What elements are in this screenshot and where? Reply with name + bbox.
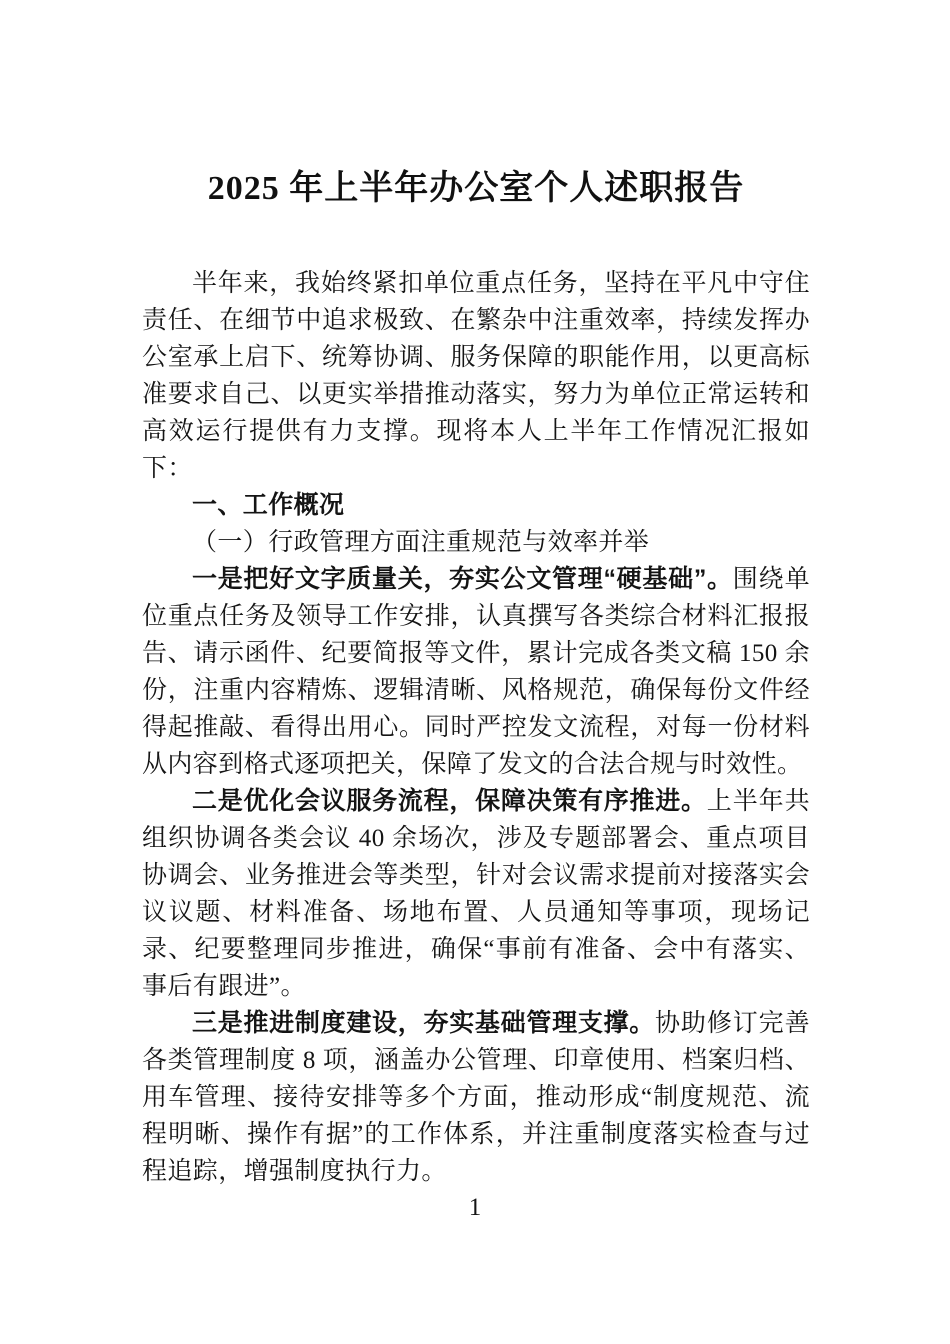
- section-heading: 一、工作概况: [192, 490, 345, 519]
- page-number: 1: [468, 1194, 482, 1221]
- document-title: 2025 年上半年办公室个人述职报告: [207, 170, 745, 207]
- sub-heading: （一）行政管理方面注重规范与效率并举: [192, 528, 650, 556]
- paragraph-bold-lead: 一是把好文字质量关，夯实公文管理“硬基础”。: [192, 564, 733, 593]
- paragraph: 一是把好文字质量关，夯实公文管理“硬基础”。围绕单位重点任务及领导工作安排，认真撰写各类综合材料汇报报告、请示函件、纪要简报等文件，累计完成各类文稿 150 余份，注重内容精炼、逻辑清晰、风格规范，确保每份文件经得起推敲、看得出用心。同时严控发文流程，对每一份材料从内容到格式逐项把关，保障了发文的合法合规与时效性。: [142, 564, 810, 778]
- paragraph: 三是推进制度建设，夯实基础管理支撑。协助修订完善各类管理制度 8 项，涵盖办公管理、印章使用、档案归档、用车管理、接待安排等多个方面，推动形成“制度规范、流程明晰、操作有据”的工作体系，并注重制度落实检查与过程追踪，增强制度执行力。: [142, 1008, 810, 1185]
- document-body: [142, 265, 810, 1190]
- paragraph: 半年来，我始终紧扣单位重点任务，坚持在平凡中守住责任、在细节中追求极致、在繁杂中注重效率，持续发挥办公室承上启下、统筹协调、服务保障的职能作用，以更高标准要求自己、以更实举措推动落实，努力为单位正常运转和高效运行提供有力支撑。现将本人上半年工作情况汇报如下：: [142, 269, 810, 482]
- paragraph-bold-lead: 二是优化会议服务流程，保障决策有序推进。: [192, 786, 707, 815]
- paragraph-bold-lead: 三是推进制度建设，夯实基础管理支撑。: [192, 1008, 655, 1037]
- paragraph: 二是优化会议服务流程，保障决策有序推进。上半年共组织协调各类会议 40 余场次，涉及专题部署会、重点项目协调会、业务推进会等类型，针对会议需求提前对接落实会议议题、材料准备、场地布置、人员通知等事项，现场记录、纪要整理同步推进，确保“事前有准备、会中有落实、事后有跟进”。: [142, 786, 810, 1000]
